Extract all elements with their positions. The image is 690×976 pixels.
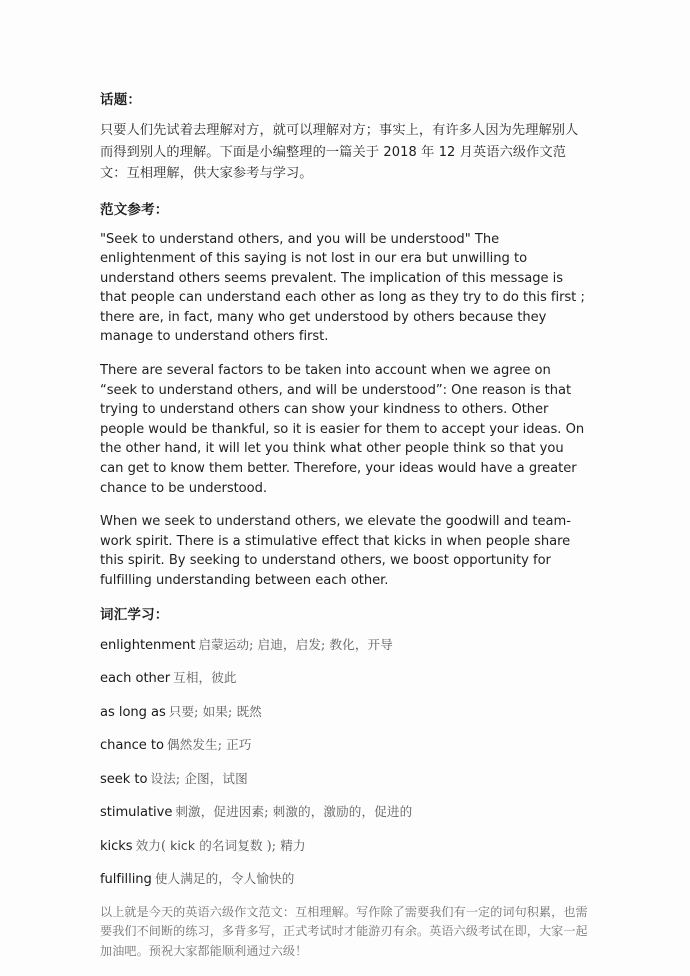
vocabulary-item <box>100 802 588 822</box>
vocabulary-term: fulfilling <box>100 872 152 888</box>
vocabulary-item <box>100 635 588 655</box>
essay-paragraph-2: There are several factors to be taken into account when we agree on “seek to understand others, and will be understood”: One reason is that trying to understand others can show your kindness to others. Other people would be thankful, so it is easier for them to accept your ideas. On the other hand, it will let you think what other people think so that you can get to know them better. Therefore, your ideas would have a greater chance to be understood. <box>100 363 585 496</box>
sample-essay-heading: 范文参考： <box>100 201 169 218</box>
vocabulary-gloss: 设法; 企图，试图 <box>150 770 248 786</box>
vocabulary-gloss <box>136 838 306 853</box>
topic-heading: 话题： <box>100 92 142 108</box>
essay-paragraph-3: When we seek to understand others, we elevate the goodwill and team-work spirit. There is a stimulative effect that kicks in when people share this spirit. By seeking to understand others, we boost opportunity for fulfilling understanding between each other. <box>100 514 571 588</box>
vocabulary-item <box>100 702 588 722</box>
vocabulary-term: chance to <box>100 738 164 754</box>
vocabulary-item <box>100 769 588 789</box>
vocabulary-gloss-after: 的名词复数 ); 精力 <box>195 837 306 853</box>
topic-intro-paragraph <box>100 120 588 185</box>
vocabulary-item <box>100 869 588 889</box>
vocabulary-gloss: 使人满足的，令人愉快的 <box>154 871 295 887</box>
vocabulary-term: as long as <box>100 704 166 720</box>
vocabulary-term: seek to <box>100 771 148 787</box>
vocabulary-gloss: 只要; 如果; 既然 <box>168 703 262 719</box>
vocabulary-gloss: 偶然发生; 正巧 <box>166 737 252 753</box>
essay-paragraph-1: "Seek to understand others, and you will be understood" The enlightenment of this saying is not lost in our era but unwilling to understand others seems prevalent. The implication of this message is that people can understand each other as long as they try to do this first ; there are, in fact, many who get understood by others because they manage to understand others first. <box>100 231 585 345</box>
vocabulary-gloss: 启蒙运动; 启迪，启发; 教化，开导 <box>198 636 393 652</box>
vocabulary-term: stimulative <box>100 805 173 821</box>
topic-intro-part-1: 只要人们先试着去理解对方，就可以理解对方；事实上，有许多人因为先理解别人而得到别人的理解。下面是小编整理的一篇关于 <box>100 123 579 160</box>
vocabulary-item <box>100 836 588 856</box>
topic-intro-part-2: 年 <box>416 144 439 160</box>
closing-note-paragraph: 以上就是今天的英语六级作文范文：互相理解。写作除了需要我们有一定的词句积累，也需要我们不间断的练习，多背多写，正式考试时才能游刃有余。英语六级考试在即，大家一起加油吧。预祝大家都能顺利通过六级！ <box>100 904 588 958</box>
topic-intro-month: 12 <box>438 144 456 160</box>
vocabulary-term: each other <box>100 671 171 687</box>
vocabulary-list <box>100 635 588 890</box>
vocabulary-item <box>100 735 588 755</box>
vocabulary-term: enlightenment <box>100 637 196 653</box>
vocabulary-gloss: 互相，彼此 <box>173 670 237 686</box>
vocabulary-gloss: 刺激，促进因素; 刺激的，激励的，促进的 <box>175 804 413 820</box>
vocabulary-term: kicks <box>100 838 133 854</box>
topic-intro-part-3: 月英语六级作文范文：互相理解，供大家参考与学习。 <box>100 144 567 181</box>
vocabulary-gloss-before: 效力( <box>135 837 171 853</box>
vocabulary-heading: 词汇学习： <box>100 606 169 623</box>
vocabulary-gloss-inline-english: kick <box>170 837 196 853</box>
vocabulary-item <box>100 668 588 688</box>
topic-intro-year: 2018 <box>383 144 417 160</box>
